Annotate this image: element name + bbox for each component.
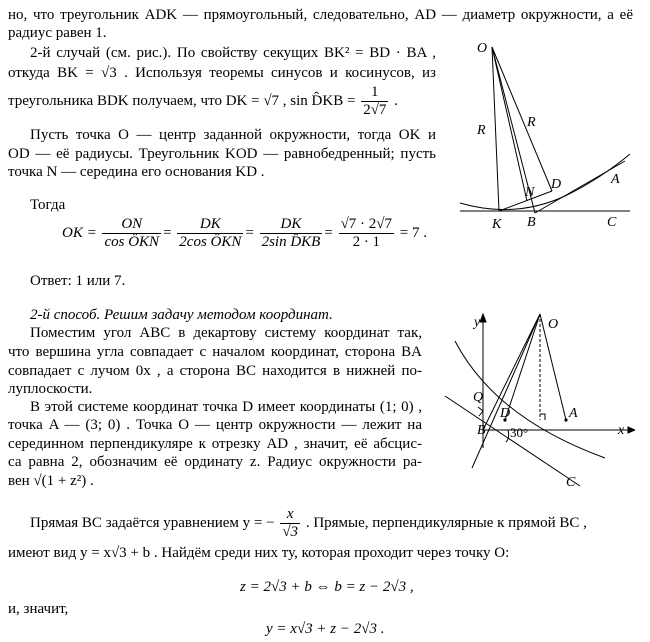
ok-formula-result: = 7 .: [399, 224, 428, 241]
line-OB: [483, 314, 540, 430]
method-line-7: точка A — (3; 0) . Точка O — центр окружности — лежит на: [8, 417, 422, 433]
ok-fraction-2: $\frac{DK}{\text{2cos ÔKN}}$: [179, 216, 242, 250]
label-angle: 30°: [510, 425, 529, 440]
right-angle-mark: [540, 414, 545, 420]
znachit-label: и, значит,: [8, 601, 69, 617]
label-A: A: [569, 406, 578, 421]
label-C: C: [607, 215, 617, 230]
method-line-4: совпадает с лучом 0x , а сторона BC находится в нижней по-: [8, 363, 422, 379]
bc-fraction: $\frac{x}{√3}$: [282, 506, 299, 540]
label-R-left: R: [477, 123, 486, 138]
text-line-3: 2-й случай (см. рис.). По свойству секущих BK² = BD · BA ,: [30, 45, 436, 61]
method-line-6: В этой системе координат точка D имеет координаты (1; 0) ,: [30, 399, 422, 415]
line-OD: [505, 314, 540, 420]
method-line-2: Поместим угол ABC в декартову систему координат так,: [30, 325, 422, 341]
ok-fraction-1: $\frac{ON}{\text{cos ÔKN}}$: [104, 216, 160, 250]
point-A: [564, 418, 567, 421]
text-line-5-main: треугольника BDK получаем, что DK = √7 , sin D̂KB =: [8, 92, 356, 109]
label-K: K: [492, 217, 502, 232]
text-line-7: OD — её радиусы. Треугольник KOD — равнобедренный; пусть: [8, 146, 436, 162]
sin-fraction-num: 1: [361, 84, 388, 102]
perpendicular-lines-text: имеют вид y = x√3 + b . Найдём среди них ту, которая проходит через точку O:: [8, 545, 510, 561]
text-line-6: Пусть точка O — центр заданной окружности, тогда OK и: [30, 127, 436, 143]
y-axis-arrow: [480, 314, 486, 322]
circle-arc: [460, 154, 630, 210]
label-x: x: [618, 423, 625, 438]
label-N: N: [525, 185, 535, 200]
text-line-8: точка N — середина его основания KD .: [8, 164, 265, 180]
line-OD: [492, 47, 552, 191]
label-A: A: [611, 172, 620, 187]
figure-2: [440, 308, 635, 490]
text-line-4: откуда BK = √3 . Используя теоремы синусов и косинусов, из: [8, 65, 436, 81]
right-angle-mark-q: [478, 407, 483, 416]
answer-line: Ответ: 1 или 7.: [30, 273, 126, 289]
line-bc-equation: Прямая BC задаётся уравнением y = − $\frac{x}{√3}$ . Прямые, перпендикулярные к прямой BC ,: [30, 506, 587, 540]
ok-formula: OK = $\frac{ON}{\text{cos ÔKN}}$ = $\frac{DK}{\text{2cos ÔKN}}$ = $\frac{DK}{\text{2sin D̂KB}}$ = $\frac{√7 \cdot 2√7}{2 \cdot 1}$ = 7 .: [62, 216, 428, 250]
x-axis-arrow: [628, 427, 635, 433]
label-R-right: R: [527, 115, 536, 130]
sin-fraction: [361, 84, 388, 119]
method-line-8: серединном перпендикуляре к отрезку AD , значит, её абсцис-: [8, 436, 422, 452]
text-line-1: но, что треугольник ADK — прямоугольный, следовательно, AD — диаметр окружности, а её: [8, 7, 633, 23]
togda-label: Тогда: [30, 197, 66, 213]
label-B: B: [527, 215, 536, 230]
label-Q: Q: [473, 390, 484, 405]
method-2-title: 2-й способ. Решим задачу методом координат.: [30, 307, 333, 323]
label-D: D: [551, 177, 562, 192]
sin-fraction-den: 2√7: [363, 102, 387, 118]
equation-y: y = x√3 + z − 2√3 .: [266, 621, 385, 637]
method-line-3: что вершина угла совпадает с началом координат, сторона BA: [8, 344, 422, 360]
text-line-2: радиус равен 1.: [8, 25, 107, 41]
ok-fraction-3: $\frac{DK}{\text{2sin D̂KB}}$: [261, 216, 321, 250]
method-line-9: са равна 2, обозначим её ординату z. Радиус окружности ра-: [8, 454, 422, 470]
method-line-10: вен √(1 + z²) .: [8, 473, 94, 489]
method-line-5: луплоскости.: [8, 381, 93, 397]
label-O: O: [477, 41, 488, 56]
ok-formula-lhs: OK =: [62, 224, 97, 241]
angle-arc: [506, 430, 509, 442]
equation-z: z = 2√3 + b ⇔ b = z − 2√3 ,: [240, 579, 414, 595]
figure-1: [455, 36, 640, 236]
label-B: B: [477, 423, 486, 438]
ok-fraction-4: $\frac{√7 \cdot 2√7}{2 \cdot 1}$: [340, 216, 393, 250]
label-D: D: [500, 406, 511, 421]
label-O: O: [548, 317, 559, 332]
text-line-5: треугольника BDK получаем, что DK = √7 , sin D̂KB = $\frac{1}{2√7}$ .: [8, 84, 398, 118]
label-y: y: [474, 315, 481, 330]
line-BC: [445, 396, 580, 486]
label-C: C: [566, 475, 576, 490]
